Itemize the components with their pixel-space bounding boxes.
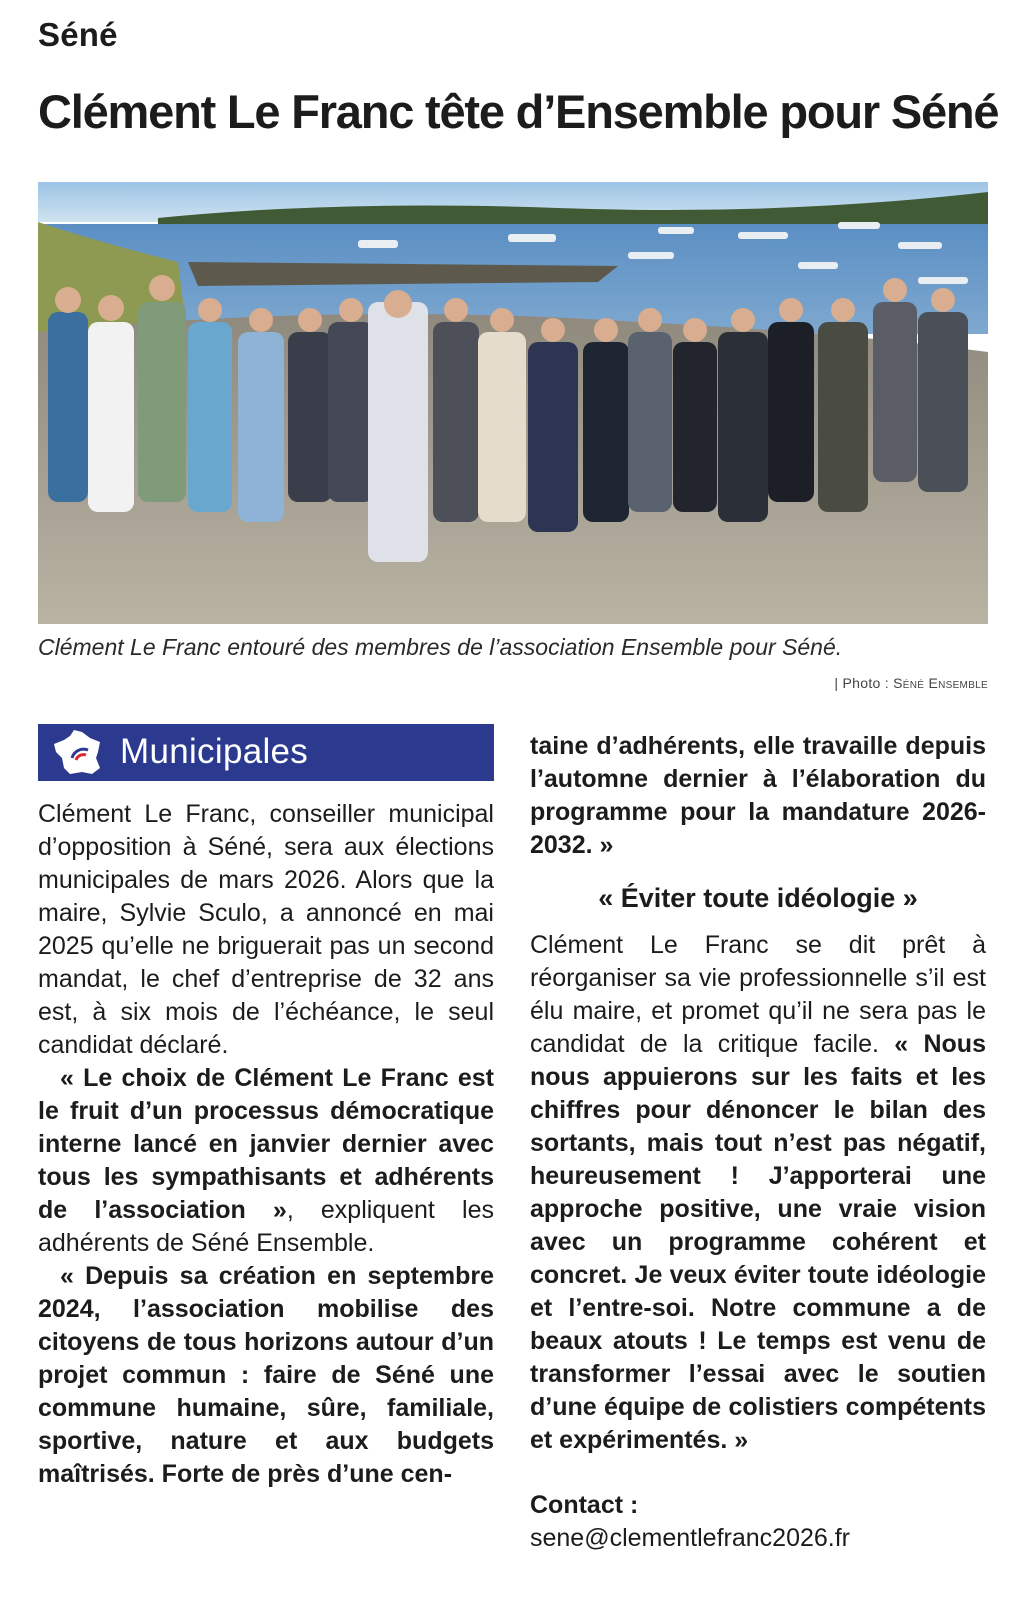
subheading: « Éviter toute idéologie »	[598, 883, 918, 913]
article-column-1	[38, 798, 494, 1491]
group-photo	[38, 182, 988, 624]
ideology-quote: « Nous nous appuierons sur les faits et les chiffres pour dénoncer le bilan des sortants, mais tout n’est pas négatif, heureusement ! J’apporterai une approche positive, une vraie vision avec un programme cohérent et concret. Je veux éviter toute idéologie et l’entre-soi. Notre commune a de beaux atouts ! Le temps est venu de transformer l’essai avec le soutien d’une équipe de colistiers compétents et expérimentés. »	[530, 1030, 986, 1454]
contact-label: Contact :	[530, 1491, 639, 1519]
section-label: Séné	[38, 16, 118, 53]
photo-credit-prefix: | Photo :	[834, 675, 894, 691]
contact-email[interactable]: sene@clementlefranc2026.fr	[530, 1524, 850, 1552]
article-column-2	[530, 730, 986, 1555]
photo-caption: Clément Le Franc entouré des membres de l’association Ensemble pour Séné.	[38, 634, 843, 660]
article-headline: Clément Le Franc tête d’Ensemble pour Séné	[38, 85, 999, 138]
quote-choice-attribution: , expliquent les adhérents de Séné Ensemble.	[38, 1196, 494, 1257]
ideology-lead: Clément Le Franc se dit prêt à réorganiser sa vie professionnelle s’il est élu maire, et promet qu’il ne sera pas le candidat de la critique facile.	[530, 931, 986, 1058]
paragraph-quote-creation: « Depuis sa création en septembre 2024, l’association mobilise des citoyens de tous horizons autour d’un projet commun : faire de Séné une commune humaine, sûre, familiale, sportive, nature et aux budgets maîtrisés. Forte de près d’une cen-	[38, 1262, 494, 1488]
photo-credit	[834, 675, 988, 691]
france-map-icon	[52, 728, 108, 778]
paragraph-ideology	[530, 929, 986, 1457]
banner-label: Municipales	[120, 732, 309, 771]
quote-choice: « Le choix de Clément Le Franc est le fruit d’un processus démocratique interne lancé en janvier dernier avec tous les sympathisants et adhérents de l’association »	[38, 1064, 494, 1224]
municipales-banner	[38, 724, 494, 781]
photo-credit-name: Séné Ensemble	[893, 675, 988, 691]
paragraph-intro: Clément Le Franc, conseiller municipal d’opposition à Séné, sera aux élections municipales de mars 2026. Alors que la maire, Sylvie Sculo, a annoncé en mai 2025 qu’elle ne briguerait pas un second mandat, le chef d’entreprise de 32 ans est, à six mois de l’échéance, le seul candidat déclaré.	[38, 800, 494, 1059]
paragraph-quote-choice	[38, 1062, 494, 1260]
paragraph-quote-continued: taine d’adhérents, elle travaille depuis l’automne dernier à l’élaboration du programme pour la mandature 2026-2032. »	[530, 732, 986, 859]
